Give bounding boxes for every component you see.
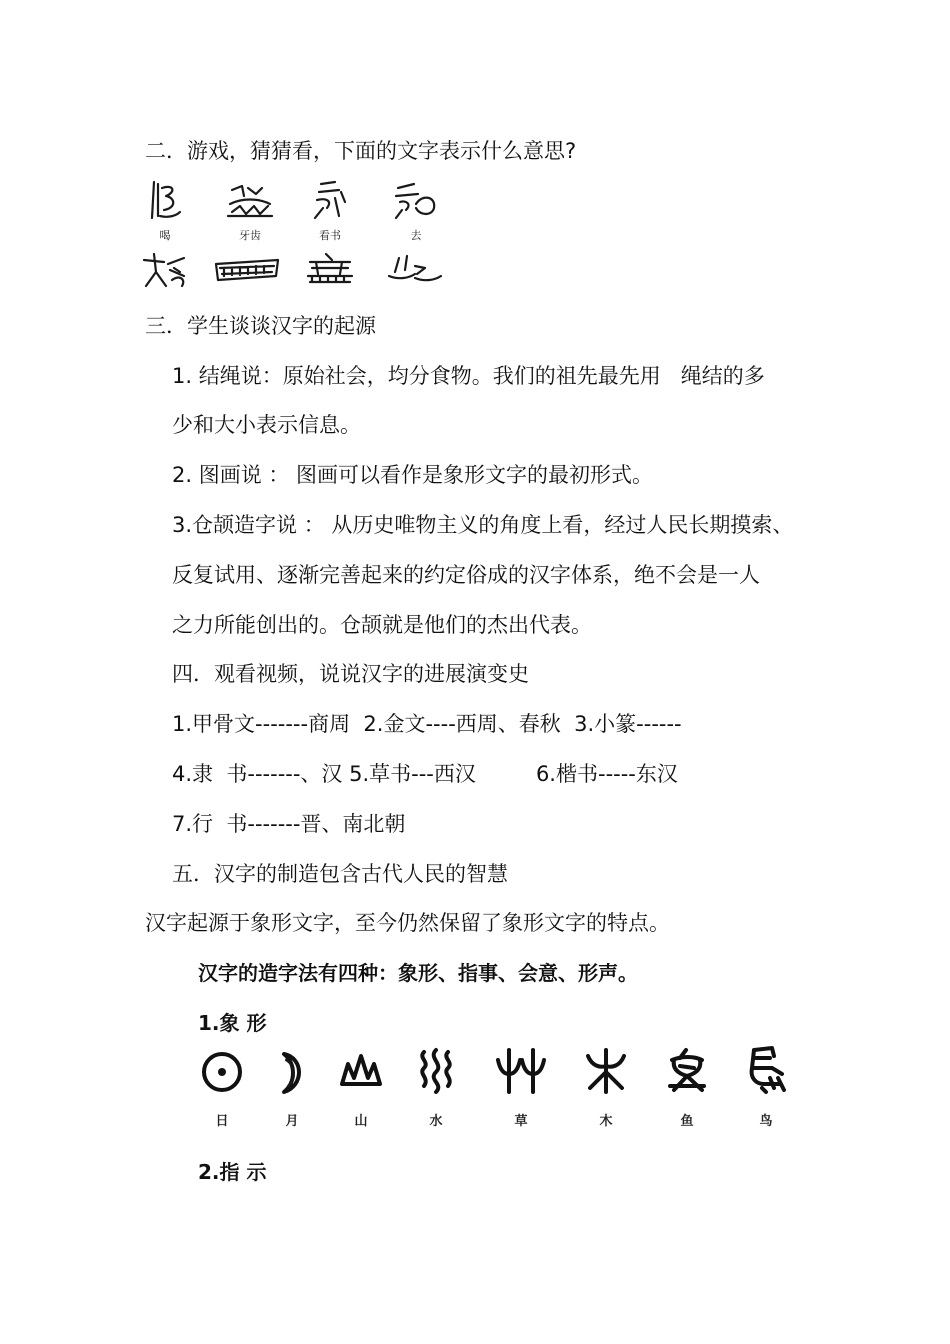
pictograph-caption: 山: [354, 1114, 368, 1129]
paragraph-line: 2. 图画说 ： 图画可以看作是象形文字的最初形式。: [172, 463, 654, 487]
sun-pictograph-icon: [198, 1048, 246, 1096]
indicative-title: 2.指 示: [198, 1160, 267, 1184]
bird-pictograph-icon: [742, 1044, 790, 1096]
tree-pictograph-icon: [582, 1046, 630, 1096]
moon-pictograph-icon: [270, 1048, 314, 1096]
intro-paragraph: 汉字起源于象形文字，至今仍然保留了象形文字的特点。: [145, 911, 670, 935]
fish-pictograph-icon: [662, 1046, 712, 1096]
glyph-caption: 牙齿: [239, 229, 261, 242]
water-pictograph-icon: [414, 1046, 458, 1096]
ancient-drink-glyph-icon: [140, 178, 190, 222]
pictograph-caption: 水: [429, 1114, 443, 1129]
pictograph-caption: 鸟: [759, 1114, 773, 1129]
paragraph-line: 反复试用、逐渐完善起来的约定俗成的汉字体系，绝不会是一人: [172, 563, 760, 587]
evolution-line: 7.行 书-------晋、南北朝: [172, 812, 406, 836]
pictograph-caption: 月: [285, 1114, 299, 1129]
evolution-line: 4.隶 书-------、汉 5.草书---西汉 6.楷书-----东汉: [172, 762, 678, 786]
section-heading-game: 二．游戏，猜猜看，下面的文字表示什么意思?: [145, 139, 577, 163]
pictograph-caption: 日: [215, 1114, 229, 1129]
section-heading-wisdom: 五．汉字的制造包含古代人民的智慧: [172, 862, 508, 886]
ancient-read-glyph-icon: [305, 178, 355, 222]
section-heading-origin: 三．学生谈谈汉字的起源: [145, 314, 376, 338]
methods-heading: 汉字的造字法有四种：象形、指事、会意、形声。: [198, 961, 638, 985]
ancient-person-glyph-icon: [140, 250, 192, 290]
ancient-cart-glyph-icon: [302, 250, 358, 290]
glyph-caption: 看书: [319, 229, 341, 242]
evolution-line: 1.甲骨文-------商周 2.金文----西周、春秋 3.小篆------: [172, 712, 682, 736]
ancient-boat-glyph-icon: [210, 256, 284, 284]
pictograph-title: 1.象 形: [198, 1011, 267, 1035]
glyph-caption: 喝: [159, 229, 171, 242]
pictograph-caption: 木: [599, 1114, 613, 1129]
grass-pictograph-icon: [494, 1046, 548, 1096]
paragraph-line: 少和大小表示信息。: [172, 413, 361, 437]
paragraph-line: 之力所能创出的。仓颉就是他们的杰出代表。: [172, 613, 592, 637]
glyph-caption: 去: [410, 229, 422, 242]
section-heading-evolution: 四．观看视频，说说汉字的进展演变史: [172, 662, 529, 686]
paragraph-line: 1. 结绳说：原始社会，均分食物。我们的祖先最先用 绳结的多: [172, 364, 765, 388]
mountain-pictograph-icon: [336, 1048, 386, 1096]
pictograph-caption: 草: [514, 1114, 528, 1129]
ancient-water-glyph-icon: [385, 252, 445, 288]
ancient-go-glyph-icon: [388, 178, 444, 222]
pictograph-caption: 鱼: [680, 1114, 694, 1129]
ancient-teeth-glyph-icon: [222, 182, 278, 222]
paragraph-line: 3.仓颉造字说 ： 从历史唯物主义的角度上看，经过人民长期摸索、: [172, 513, 794, 537]
